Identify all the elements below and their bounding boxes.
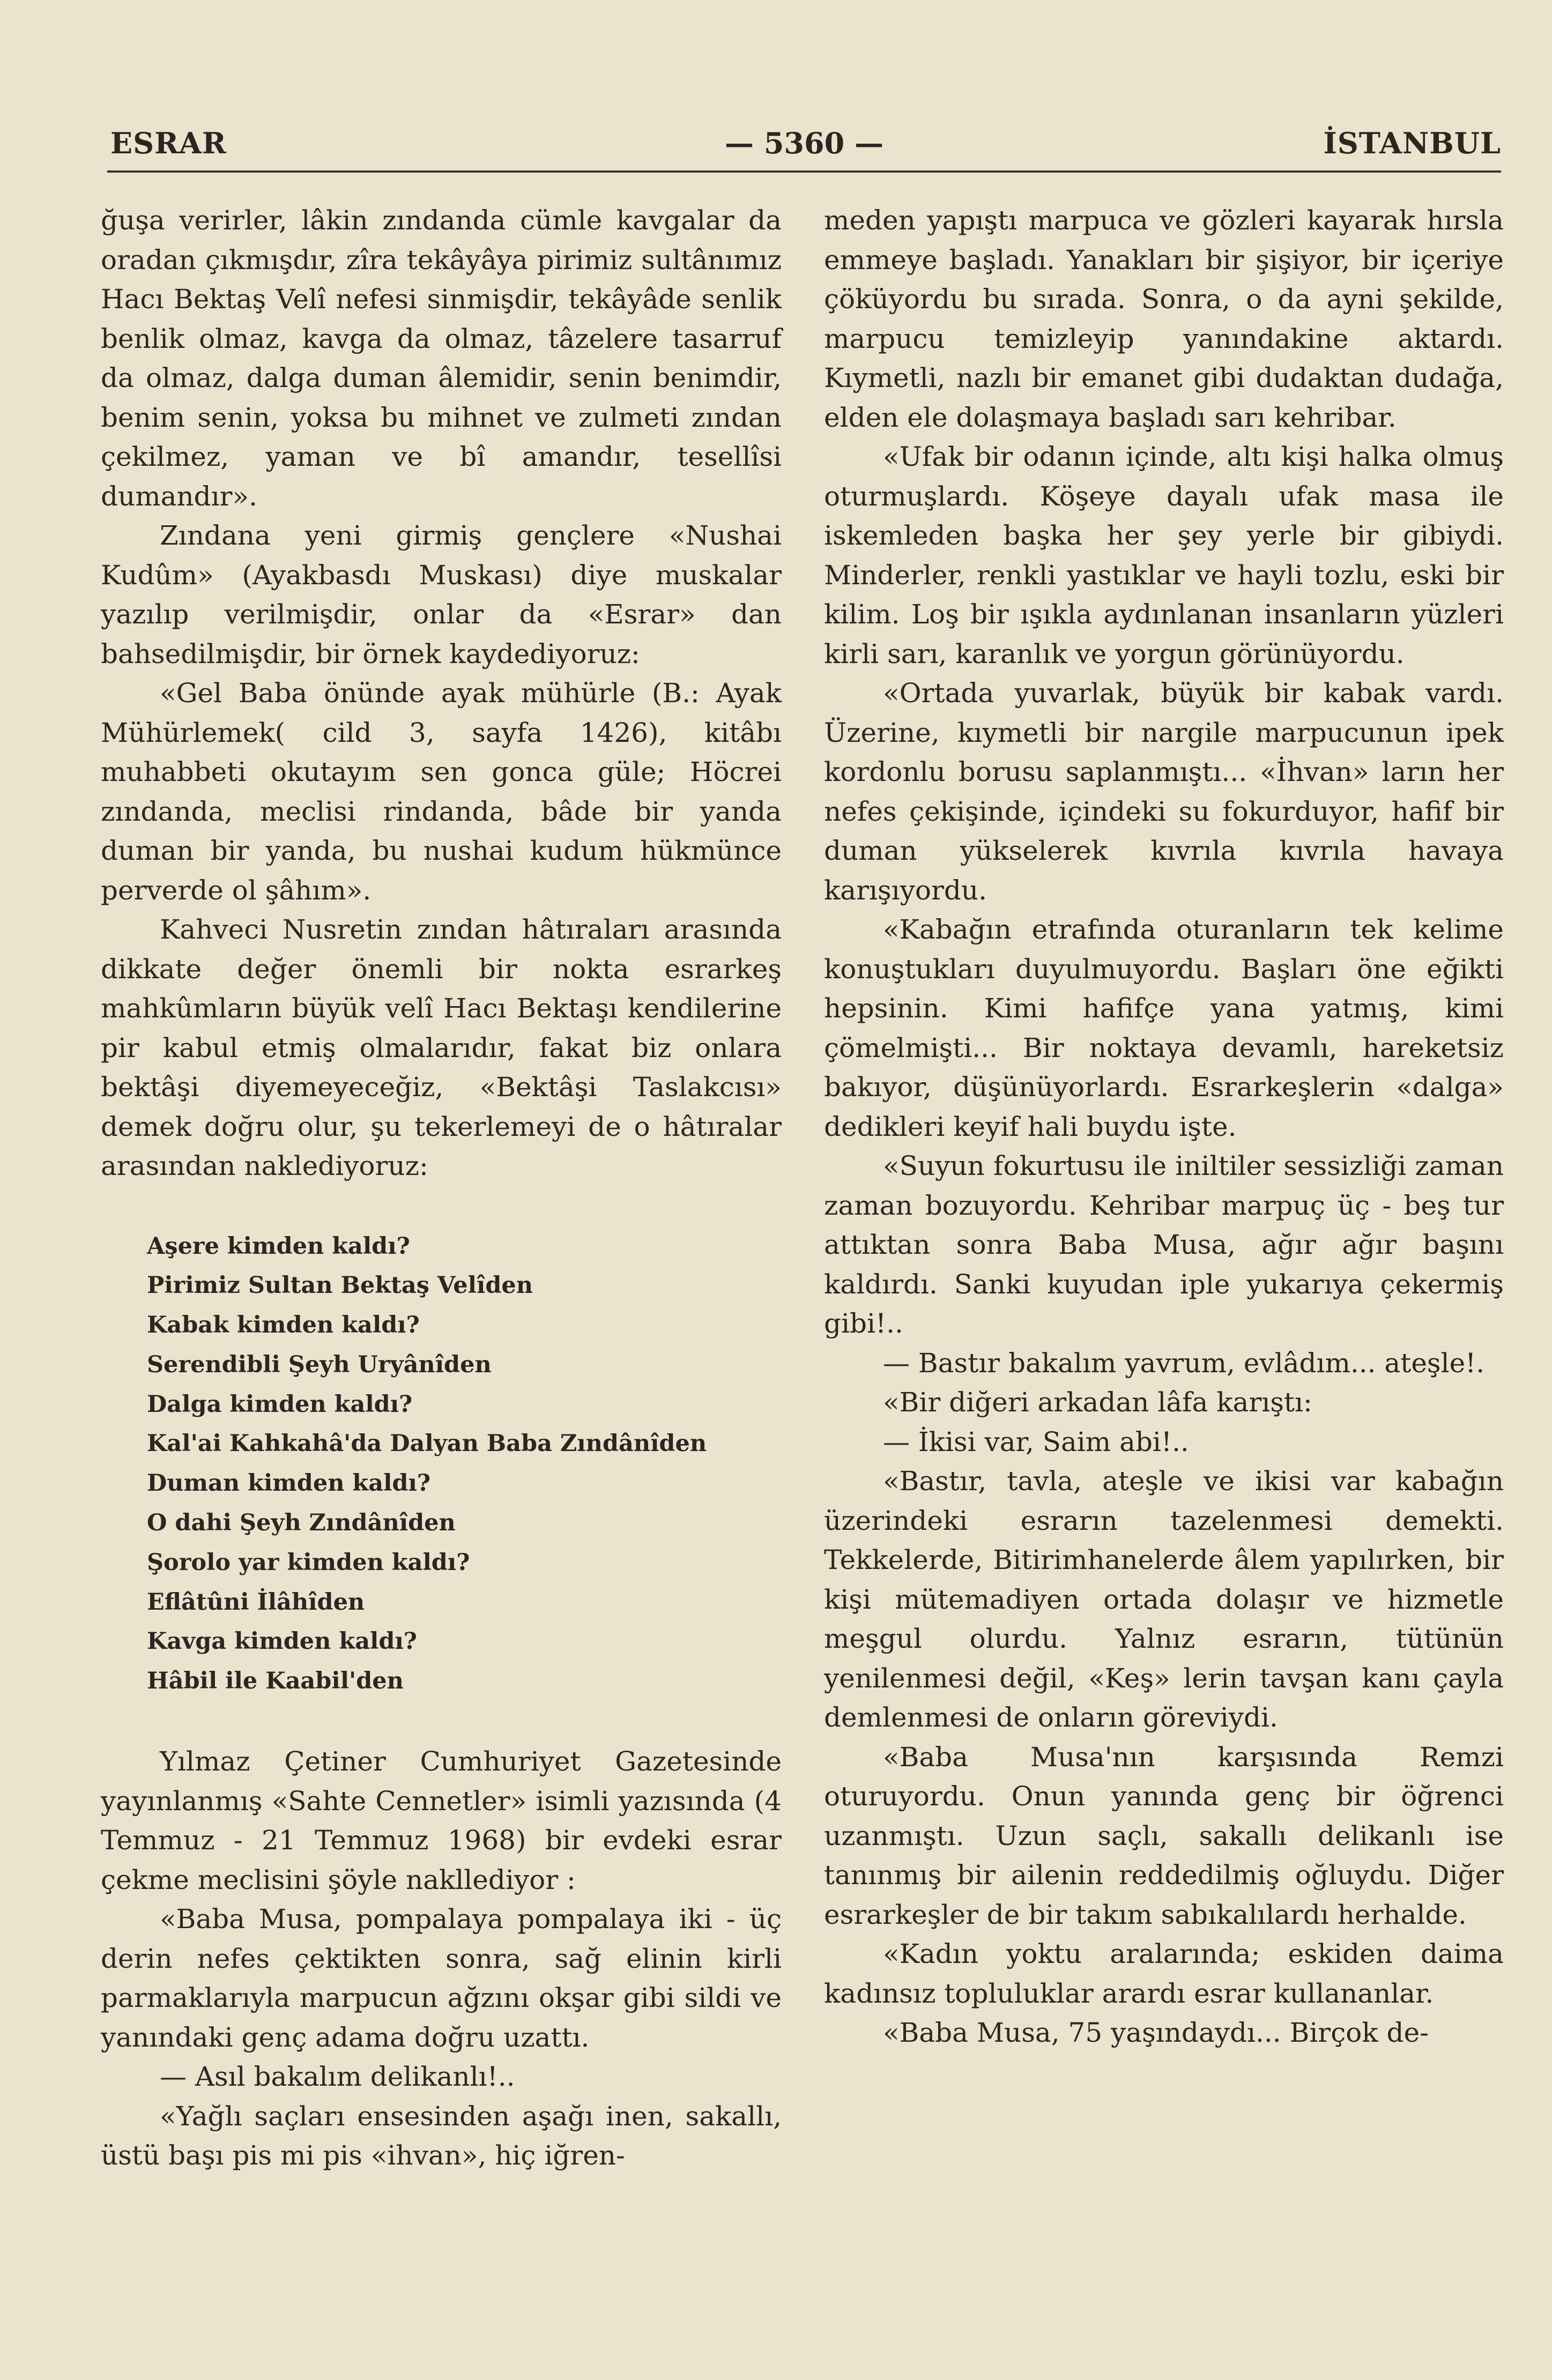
poem-line: Serendibli Şeyh Uryânîden (147, 1351, 492, 1378)
poem-line: Duman kimden kaldı? (147, 1470, 431, 1497)
poem-block (147, 1227, 782, 1702)
paragraph: «Baba Musa'nın karşısında Remzi oturuyordu. Onun yanında genç bir öğrenci uzanmıştı. Uzun saçlı, sakallı delikanlı ise tanınmış bir ailenin reddedilmiş oğluydu. Diğer esrarkeşler de bir takım sabıkalılardı herhalde. (824, 1741, 1504, 1930)
poem-line: Şorolo yar kimden kaldı? (147, 1549, 470, 1576)
paragraph: — Bastır bakalım yavrum, evlâdım... ateşle!. (883, 1347, 1485, 1379)
paragraph: Yılmaz Çetiner Cumhuriyet Gazetesinde yayınlanmış «Sahte Cennetler» isimli yazısında (4 Temmuz - 21 Temmuz 1968) bir evdeki esrar çekme meclisini şöyle nakllediyor : (101, 1746, 782, 1895)
paragraph: Zındana yeni girmiş gençlere «Nushai Kudûm» (Ayakbasdı Muskası) diye muskalar yazılıp verilmişdir, onlar da «Esrar» dan bahsedilmişdir, bir örnek kaydediyoruz: (101, 520, 782, 670)
paragraph: «Yağlı saçları ensesinden aşağı inen, sakallı, üstü başı pis mi pis «ihvan», hiç iğren- (101, 2100, 782, 2171)
poem-line: Kal'ai Kahkahâ'da Dalyan Baba Zındânîden (147, 1430, 707, 1457)
paragraph: Kahveci Nusretin zından hâtıraları arasında dikkate değer önemli bir nokta esrarkeş mahkûmların büyük velî Hacı Bektaşı kendilerine pir kabul etmiş olmalarıdır, fakat biz onlara bektâşi diyemeyeceğiz, «Bektâşi Taslakcısı» demek doğru olur, şu tekerlemeyi de o hâtıralar arasından naklediyoruz: (101, 914, 782, 1181)
poem-line: Pirimiz Sultan Bektaş Velîden (147, 1272, 533, 1299)
header-section-title: ESRAR (110, 126, 227, 160)
paragraph: «Bastır, tavla, ateşle ve ikisi var kabağın üzerindeki esrarın tazelenmesi demekti. Tekkelerde, Bitirimhanelerde âlem yapılırken, bir kişi mütemadiyen ortada dolaşır ve hizmetle meşgul olurdu. Yalnız esrarın, tütünün yenilenmesi değil, «Keş» lerin tavşan kanı çayla demlenmesi de onların göreviydi. (824, 1466, 1504, 1733)
paragraph: «Ortada yuvarlak, büyük bir kabak vardı. Üzerine, kıymetli bir nargile marpucunun ipek kordonlu borusu saplanmıştı... «İhvan» ların her nefes çekişinde, içindeki su fokurduyor, hafif bir duman yükselerek kıvrıla kıvrıla havaya karışıyordu. (824, 678, 1504, 906)
paragraph: — İkisi var, Saim abi!.. (883, 1426, 1189, 1457)
poem-line: Kavga kimden kaldı? (147, 1628, 417, 1655)
paragraph: ğuşa verirler, lâkin zındanda cümle kavgalar da oradan çıkmışdır, zîra tekâyâya pirimiz sultânımız Hacı Bektaş Velî nefesi sinmişdir, tekâyâde senlik benlik olmaz, kavga da olmaz, tâzelere tasarruf da olmaz, dalga duman âlemidir, senin benimdir, benim senin, yoksa bu mihnet ve zulmeti zından çekilmez, yaman ve bî amandır, tesellîsi dumandır». (101, 205, 782, 512)
left-paragraphs-after (101, 1742, 782, 2176)
header-rule (107, 170, 1501, 173)
paragraph: «Ufak bir odanın içinde, altı kişi halka olmuş oturmuşlardı. Köşeye dayalı ufak masa ile iskemleden başka her şey yerle bir gibiydi. Minderler, renkli yastıklar ve hayli tozlu, eski bir kilim. Loş bir ışıkla aydınlanan insanların yüzleri kirli sarı, karanlık ve yorgun görünüyordu. (824, 441, 1504, 670)
left-column (101, 201, 782, 2176)
poem-line: O dahi Şeyh Zındânîden (147, 1509, 456, 1537)
paragraph: «Suyun fokurtusu ile iniltiler sessizliği zaman zaman bozuyordu. Kehribar marpuç üç - beş tur attıktan sonra Baba Musa, ağır ağır başını kaldırdı. Sanki kuyudan iple yukarıya çekermiş gibi!.. (824, 1150, 1504, 1339)
paragraph: «Kadın yoktu aralarında; eskiden daima kadınsız topluluklar arardı esrar kullananlar. (824, 1938, 1504, 2009)
left-paragraphs-before (101, 201, 782, 1186)
paragraph: «Gel Baba önünde ayak mühürle (B.: Ayak Mühürlemek( cild 3, sayfa 1426), kitâbı muhabbeti okutayım sen gonca güle; Höcrei zındanda, meclisi rindanda, bâde bir yanda duman bir yanda, bu nushai kudum hükmünce perverde ol şâhım». (101, 678, 782, 906)
paragraph: «Baba Musa, pompalaya pompalaya iki - üç derin nefes çektikten sonra, sağ elinin kirli parmaklarıyla marpucun ağzını okşar gibi sildi ve yanındaki genç adama doğru uzattı. (101, 1903, 782, 2053)
poem-line: Dalga kimden kaldı? (147, 1390, 413, 1418)
right-column (824, 201, 1504, 2053)
page-number: — 5360 — (725, 126, 883, 160)
paragraph: — Asıl bakalım delikanlı!.. (160, 2061, 515, 2093)
paragraph: «Kabağın etrafında oturanların tek kelime konuştukları duyulmuyordu. Başları öne eğikti hepsinin. Kimi hafifçe yana yatmış, kimi çömelmişti... Bir noktaya devamlı, hareketsiz bakıyor, düşünüyorlardı. Esrarkeşlerin «dalga» dedikleri keyif hali buydu işte. (824, 914, 1504, 1142)
paragraph: «Baba Musa, 75 yaşındaydı... Birçok de- (883, 2017, 1429, 2048)
paragraph: «Bir diğeri arkadan lâfa karıştı: (883, 1387, 1312, 1418)
right-paragraphs (824, 201, 1504, 2053)
poem-line: Kabak kimden kaldı? (147, 1312, 420, 1339)
running-header (107, 126, 1501, 169)
poem-line: Eflâtûni İlâhîden (147, 1588, 365, 1616)
poem-line: Aşere kimden kaldı? (147, 1232, 410, 1260)
poem-line: Hâbil ile Kaabil'den (147, 1668, 404, 1695)
header-city: İSTANBUL (1323, 126, 1501, 160)
paragraph: meden yapıştı marpuca ve gözleri kayarak hırsla emmeye başladı. Yanakları bir şişiyor, bir içeriye çöküyordu bu sırada. Sonra, o da ayni şekilde, marpucu temizleyip yanındakine aktardı. Kıymetli, nazlı bir emanet gibi dudaktan dudağa, elden ele dolaşmaya başladı sarı kehribar. (824, 205, 1504, 433)
